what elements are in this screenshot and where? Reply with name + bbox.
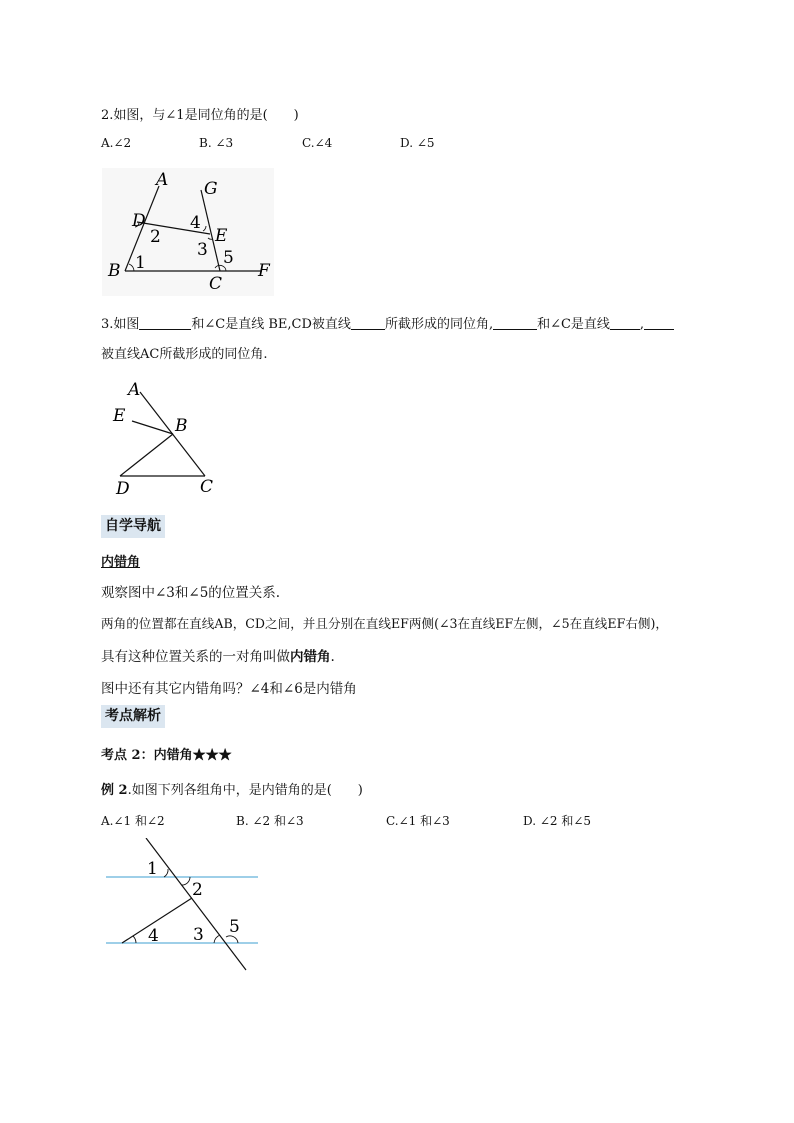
transversal-line [146, 838, 246, 970]
paragraph-line-3 [101, 645, 335, 665]
angle-4-arc [133, 936, 136, 943]
definition-text: 具有这种位置关系的一对角叫做 [101, 649, 290, 665]
label-angle-2: 2 [150, 227, 161, 247]
label-angle-3: 3 [193, 925, 204, 945]
q3-text-3: 所截形成的同位角, [384, 317, 494, 332]
q3-text-2: 和∠C是直线 BE,CD被直线 [191, 317, 351, 332]
label-angle-5: 5 [223, 248, 234, 268]
question-3-line-2: 被直线AC所截形成的同位角. [101, 347, 268, 362]
label-b: B [175, 416, 188, 436]
section-header-exam-points: 考点解析 [101, 705, 165, 728]
label-angle-1: 1 [147, 859, 158, 879]
label-e: E [113, 406, 126, 426]
figure-3-parallel-lines [102, 838, 264, 974]
paragraph-line-1: 观察图中∠3和∠5的位置关系. [101, 585, 281, 601]
q2-option-d: D. ∠5 [400, 136, 435, 150]
label-angle-4: 4 [190, 213, 201, 233]
label-angle-1: 1 [135, 253, 146, 273]
label-f: F [258, 261, 270, 281]
label-g: G [204, 179, 218, 199]
definition-end: . [330, 649, 335, 665]
exam-point-title: 考点 2：内错角★★★ [101, 748, 232, 763]
label-b: B [108, 261, 121, 281]
label-a: A [156, 170, 169, 190]
q2-option-b: B. ∠3 [199, 136, 234, 150]
label-d: D [132, 211, 146, 231]
example-2-stem [101, 779, 363, 798]
q3-blank-3 [493, 315, 537, 330]
q3-blank-5 [644, 315, 674, 330]
q2-option-a: A.∠2 [101, 136, 132, 150]
label-c: C [200, 477, 214, 497]
label-a: A [128, 380, 141, 400]
q3-blank-4 [610, 315, 640, 330]
label-angle-2: 2 [192, 880, 203, 900]
q3-text-5: , [639, 317, 645, 332]
question-3-line-1 [101, 313, 674, 332]
label-angle-4: 4 [148, 926, 159, 946]
line-db [120, 434, 173, 476]
subtitle-inner-alternate-angle: 内错角 [101, 555, 141, 570]
example-label: 例 2 [101, 783, 128, 798]
q3-blank-2 [351, 315, 385, 330]
example-text: .如图下列各组角中，是内错角的是( ) [127, 783, 363, 798]
label-c: C [209, 274, 223, 294]
figure-1-angles [102, 168, 274, 296]
label-d: D [116, 479, 130, 499]
q3-text-4: 和∠C是直线 [537, 317, 610, 332]
label-angle-5: 5 [229, 917, 240, 937]
paragraph-line-2: 两角的位置都在直线AB，CD之间，并且分别在直线EF两侧(∠3在直线EF左侧，∠5在直线EF右侧)， [101, 616, 669, 631]
q2-option-c: C.∠4 [302, 136, 333, 150]
angle-1-arc [164, 869, 168, 877]
label-e: E [215, 226, 228, 246]
paragraph-line-4: 图中还有其它内错角吗？∠4和∠6是内错角 [101, 681, 357, 697]
angle-3-arc [214, 935, 220, 943]
ex2-option-c: C.∠1 和∠3 [386, 814, 450, 828]
angle-2-arc [182, 877, 190, 885]
section-header-self-study: 自学导航 [101, 515, 165, 538]
ex2-option-a: A.∠1 和∠2 [101, 814, 165, 828]
ex2-option-b: B. ∠2 和∠3 [236, 814, 304, 828]
figure-2-triangle [110, 378, 220, 500]
ex2-option-d: D. ∠2 和∠5 [523, 814, 592, 828]
definition-term: 内错角 [290, 649, 331, 665]
question-2-stem: 2.如图，与∠1是同位角的是( ) [101, 108, 299, 123]
q3-text-1: 3.如图 [101, 317, 140, 332]
label-angle-3: 3 [197, 240, 208, 260]
q3-blank-1 [139, 315, 191, 330]
